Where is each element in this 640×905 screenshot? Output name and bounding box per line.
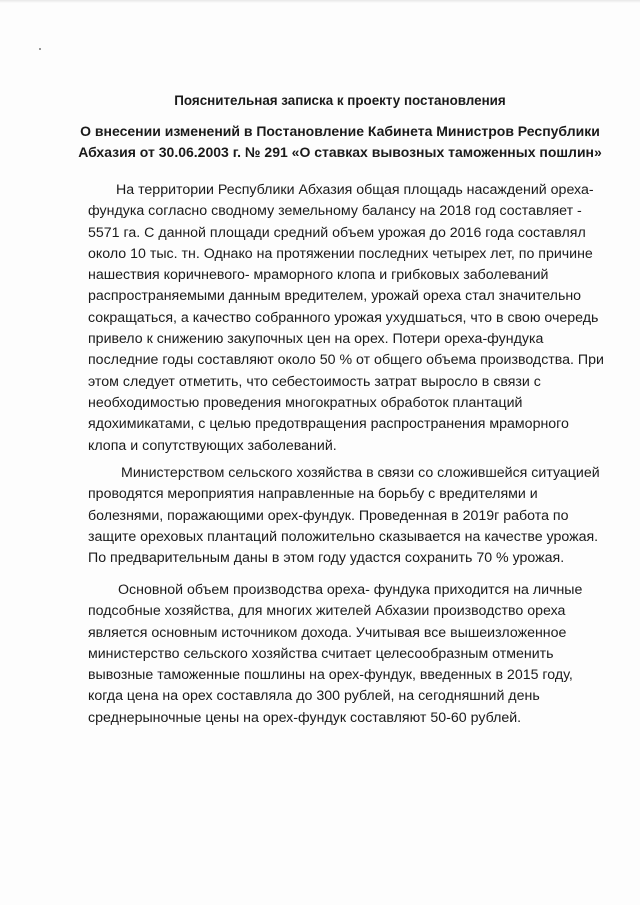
- paragraph-line: привело к снижению закупочных цен на орех. Потери ореха-фундука: [88, 331, 544, 348]
- scan-top-edge: [0, 0, 640, 3]
- paragraph-line: распространяемыми данным вредителем, урожай ореха стал значительно: [88, 288, 582, 305]
- paragraph-1: [88, 180, 604, 457]
- document-subtitle: [60, 121, 620, 163]
- paragraph-line: Основной объем производства ореха- фундука приходится на личные: [118, 582, 583, 598]
- paragraph-line: нашествия коричневого- мраморного клопа и грибковых заболеваний: [88, 267, 549, 284]
- paragraph-line: клопа и сопутствующих заболеваний.: [88, 437, 337, 454]
- paragraph-line: 5571 га. С данной площади средний объем урожая до 2016 года составлял: [88, 224, 586, 241]
- document-title: Пояснительная записка к проекту постановления: [174, 93, 506, 108]
- paragraph-line: болезнями, поражающими орех-фундук. Проведенная в 2019г работа по: [88, 507, 569, 524]
- paragraph-line: последние годы составляют около 50 % от общего объема производства. При: [88, 352, 604, 369]
- scan-dust-mark: [39, 48, 41, 50]
- paragraph-line: необходимостью проведения многократных обработок плантаций: [88, 394, 523, 411]
- paragraph-2: [88, 463, 600, 569]
- paragraph-line: когда цена на орех составляла до 300 рублей, на сегодняшний день: [88, 688, 540, 705]
- paragraph-line: вывозные таможенные пошлины на орех-фундук, введенных в 2015 году,: [88, 667, 573, 684]
- paragraph-line: защите ореховых плантаций положительно сказывается на качестве урожая.: [88, 528, 599, 545]
- paragraph-line: около 10 тыс. тн. Однако на протяжении последних четырех лет, по причине: [88, 245, 593, 262]
- paragraph-line: подсобные хозяйства, для многих жителей Абхазии производство ореха: [88, 603, 566, 620]
- paragraph-line: этом следует отметить, что себестоимость затрат выросло в связи с: [88, 373, 541, 390]
- paragraph-line: фундука согласно сводному земельному балансу на 2018 год составляет -: [88, 203, 582, 220]
- paragraph-line: Министерством сельского хозяйства в связи со сложившейся ситуацией: [121, 465, 600, 481]
- paragraph-3: [88, 580, 586, 729]
- paragraph-line: министерство сельского хозяйства считает целесообразным отменить: [88, 645, 554, 662]
- paragraph-line: ядохимикатами, с целью предотвращения распространения мраморного: [88, 416, 569, 433]
- subtitle-line-1: О внесении изменений в Постановление Кабинета Министров Республики: [80, 123, 600, 139]
- paragraph-line: среднерыночные цены на орех-фундук составляют 50-60 рублей.: [88, 709, 522, 726]
- paragraph-line: На территории Республики Абхазия общая площадь насаждений ореха-: [116, 182, 594, 198]
- paragraph-line: проводятся мероприятия направленные на борьбу с вредителями и: [88, 486, 538, 503]
- paragraph-line: сокращаться, а качество собранного урожая ухудшаться, что в свою очередь: [88, 309, 599, 326]
- paragraph-line: По предварительным даны в этом году удастся сохранить 70 % урожая.: [88, 550, 565, 567]
- paragraph-line: является основным источником дохода. Учитывая все вышеизложенное: [88, 624, 567, 641]
- subtitle-line-2: Абхазия от 30.06.2003 г. № 291 «О ставках вывозных таможенных пошлин»: [78, 144, 602, 160]
